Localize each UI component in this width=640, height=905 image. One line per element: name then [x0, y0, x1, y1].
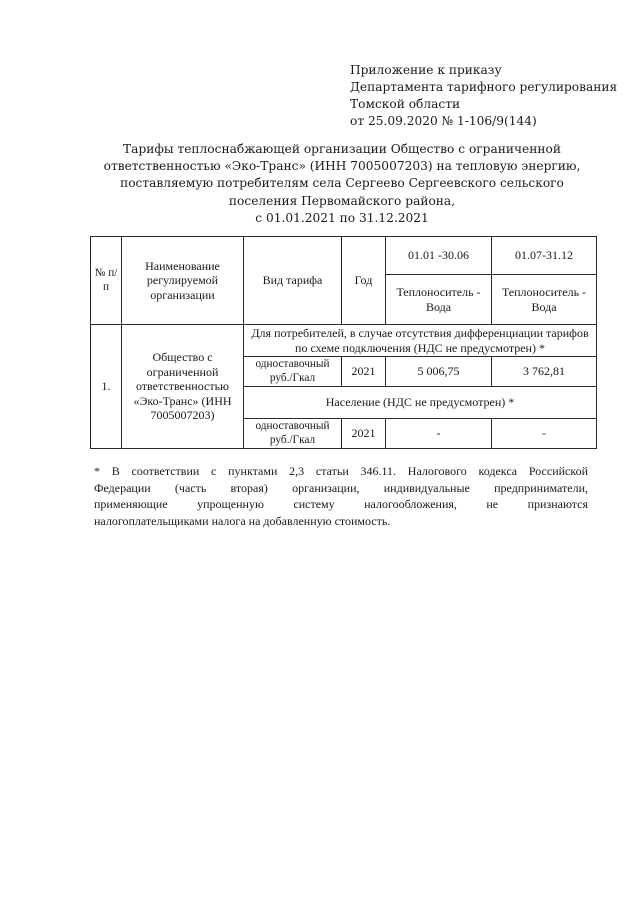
footnote-line: Федерации (часть вторая) организации, индивидуальные предприниматели, [94, 480, 588, 495]
footnote-line: применяющие упрощенную систему налогообложения, не признаются [94, 497, 588, 511]
row-number: 1. [91, 325, 122, 449]
footnote-line: * В соответствии с пунктами 2,3 статьи 346.11. Налогового кодекса Российской [94, 464, 588, 478]
appendix-header [350, 62, 620, 130]
tariff-table [90, 236, 597, 449]
year-cell: 2021 [342, 357, 386, 387]
header-year: Год [342, 237, 386, 325]
section-population: Население (НДС не предусмотрен) * [244, 387, 597, 419]
tariff-value-period-2: 3 762,81 [492, 357, 597, 387]
tariff-type-cell: одноставочный руб./Гкал [244, 419, 342, 449]
tariff-value-period-1: 5 006,75 [386, 357, 492, 387]
header-row-number: № п/п [91, 237, 122, 325]
header-period-2: 01.07-31.12 [492, 237, 597, 275]
title-line: поселения Первомайского района, [228, 193, 456, 208]
footnote [94, 463, 588, 529]
footnote-line: налогоплательщиками налога на добавленную стоимость. [94, 513, 391, 528]
title-line: ответственностью «Эко-Транс» (ИНН 7005007203) на тепловую энергию, [103, 159, 581, 174]
organization-name: Общество с ограниченной ответственностью «Эко-Транс» (ИНН 7005007203) [122, 325, 244, 449]
tariff-value-period-2: - [492, 419, 597, 449]
header-carrier-1: Теплоноситель - Вода [386, 275, 492, 325]
appendix-line: Приложение к приказу [350, 63, 502, 77]
year-cell: 2021 [342, 419, 386, 449]
header-tariff-type: Вид тарифа [244, 237, 342, 325]
title-line: поставляемую потребителям села Сергеево Сергеевского сельского [120, 176, 564, 191]
header-period-1: 01.01 -30.06 [386, 237, 492, 275]
appendix-line: Департамента тарифного регулирования [350, 80, 618, 94]
title-period: с 01.01.2021 по 31.12.2021 [255, 210, 429, 225]
header-carrier-2: Теплоноситель - Вода [492, 275, 597, 325]
document-title [100, 141, 584, 227]
appendix-order-date: от 25.09.2020 № 1-106/9(144) [350, 114, 537, 128]
title-line: Тарифы теплоснабжающей организации Общество с ограниченной [123, 142, 561, 156]
appendix-line: Томской области [350, 97, 461, 111]
tariff-value-period-1: - [386, 419, 492, 449]
header-organization: Наименование регулируемой организации [122, 237, 244, 325]
section-consumers: Для потребителей, в случае отсутствия дифференциации тарифов по схеме подключения (НДС не предусмотрен) * [244, 325, 597, 357]
tariff-type-cell: одноставочный руб./Гкал [244, 357, 342, 387]
